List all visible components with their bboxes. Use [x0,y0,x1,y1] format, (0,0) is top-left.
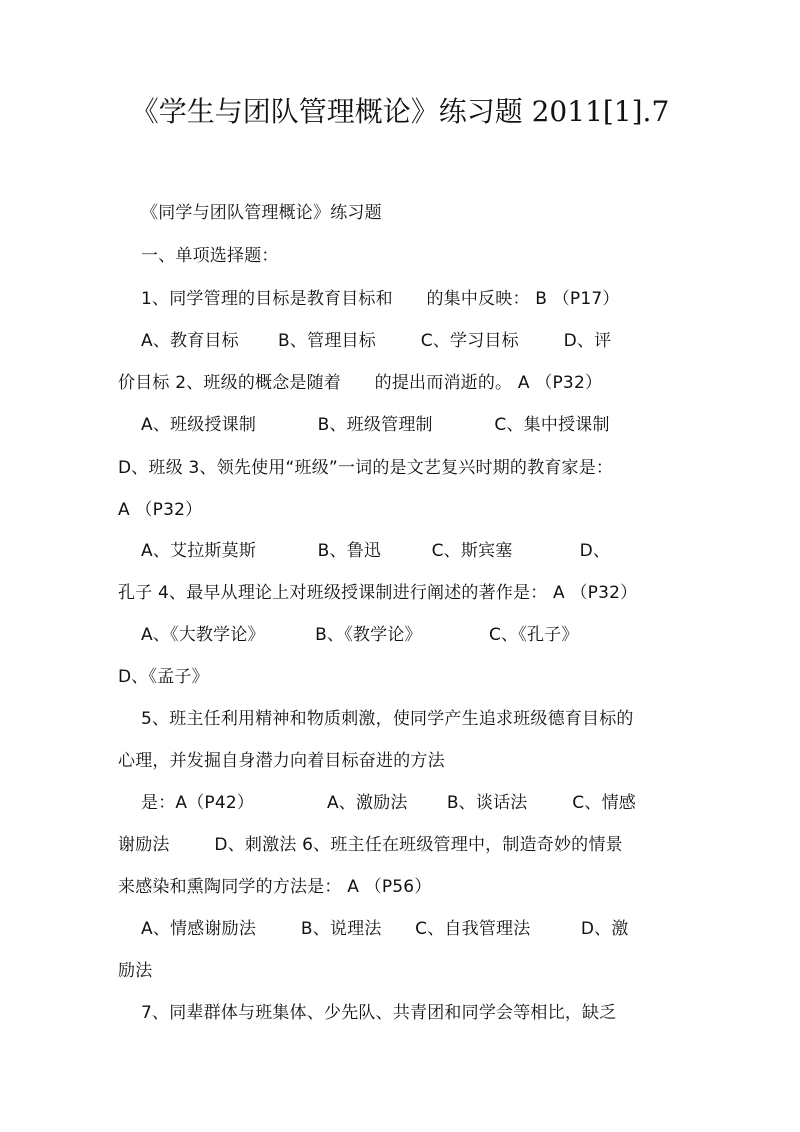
question-line: 孔子 4、最早从理论上对班级授课制进行阐述的著作是： A （P32） [118,583,638,603]
question-line: 谢励法 D、刺激法 6、班主任在班级管理中，制造奇妙的情景 [118,835,623,855]
options-line: D、《孟子》 [118,667,209,687]
options-line: A、《大教学论》 B、《教学论》 C、《孔子》 [141,625,579,645]
options-line: A、情感谢励法 B、说理法 C、自我管理法 D、激 [141,919,629,939]
question-line: 来感染和熏陶同学的方法是： A （P56） [118,877,432,897]
question-line: 价目标 2、班级的概念是随着 的提出而消逝的。 A （P32） [118,373,603,393]
question-line: 5、班主任利用精神和物质刺激，使同学产生追求班级德育目标的 [141,709,634,729]
options-line: 励法 [118,961,153,981]
question-line: 7、同辈群体与班集体、少先队、共青团和同学会等相比，缺乏 [141,1003,617,1023]
options-line: A、教育目标 B、管理目标 C、学习目标 D、评 [141,331,612,351]
subtitle-line: 《同学与团队管理概论》练习题 [141,203,382,223]
document-title: 《学生与团队管理概论》练习题 2011[1].7 [130,95,670,128]
options-line: A、班级授课制 B、班级管理制 C、集中授课制 [141,415,610,435]
question-line: 1、同学管理的目标是教育目标和 的集中反映： B （P17） [141,289,620,309]
options-line: A、艾拉斯莫斯 B、鲁迅 C、斯宾塞 D、 [141,541,611,561]
options-line: 是：A（P42） A、激励法 B、谈话法 C、情感 [141,793,636,813]
answer-line: A （P32） [118,500,203,520]
section-heading: 一、单项选择题： [141,246,279,266]
question-line: 心理，并发掘自身潜力向着目标奋进的方法 [118,751,445,771]
question-line: D、班级 3、领先使用“班级”一词的是文艺复兴时期的教育家是： [118,458,614,478]
